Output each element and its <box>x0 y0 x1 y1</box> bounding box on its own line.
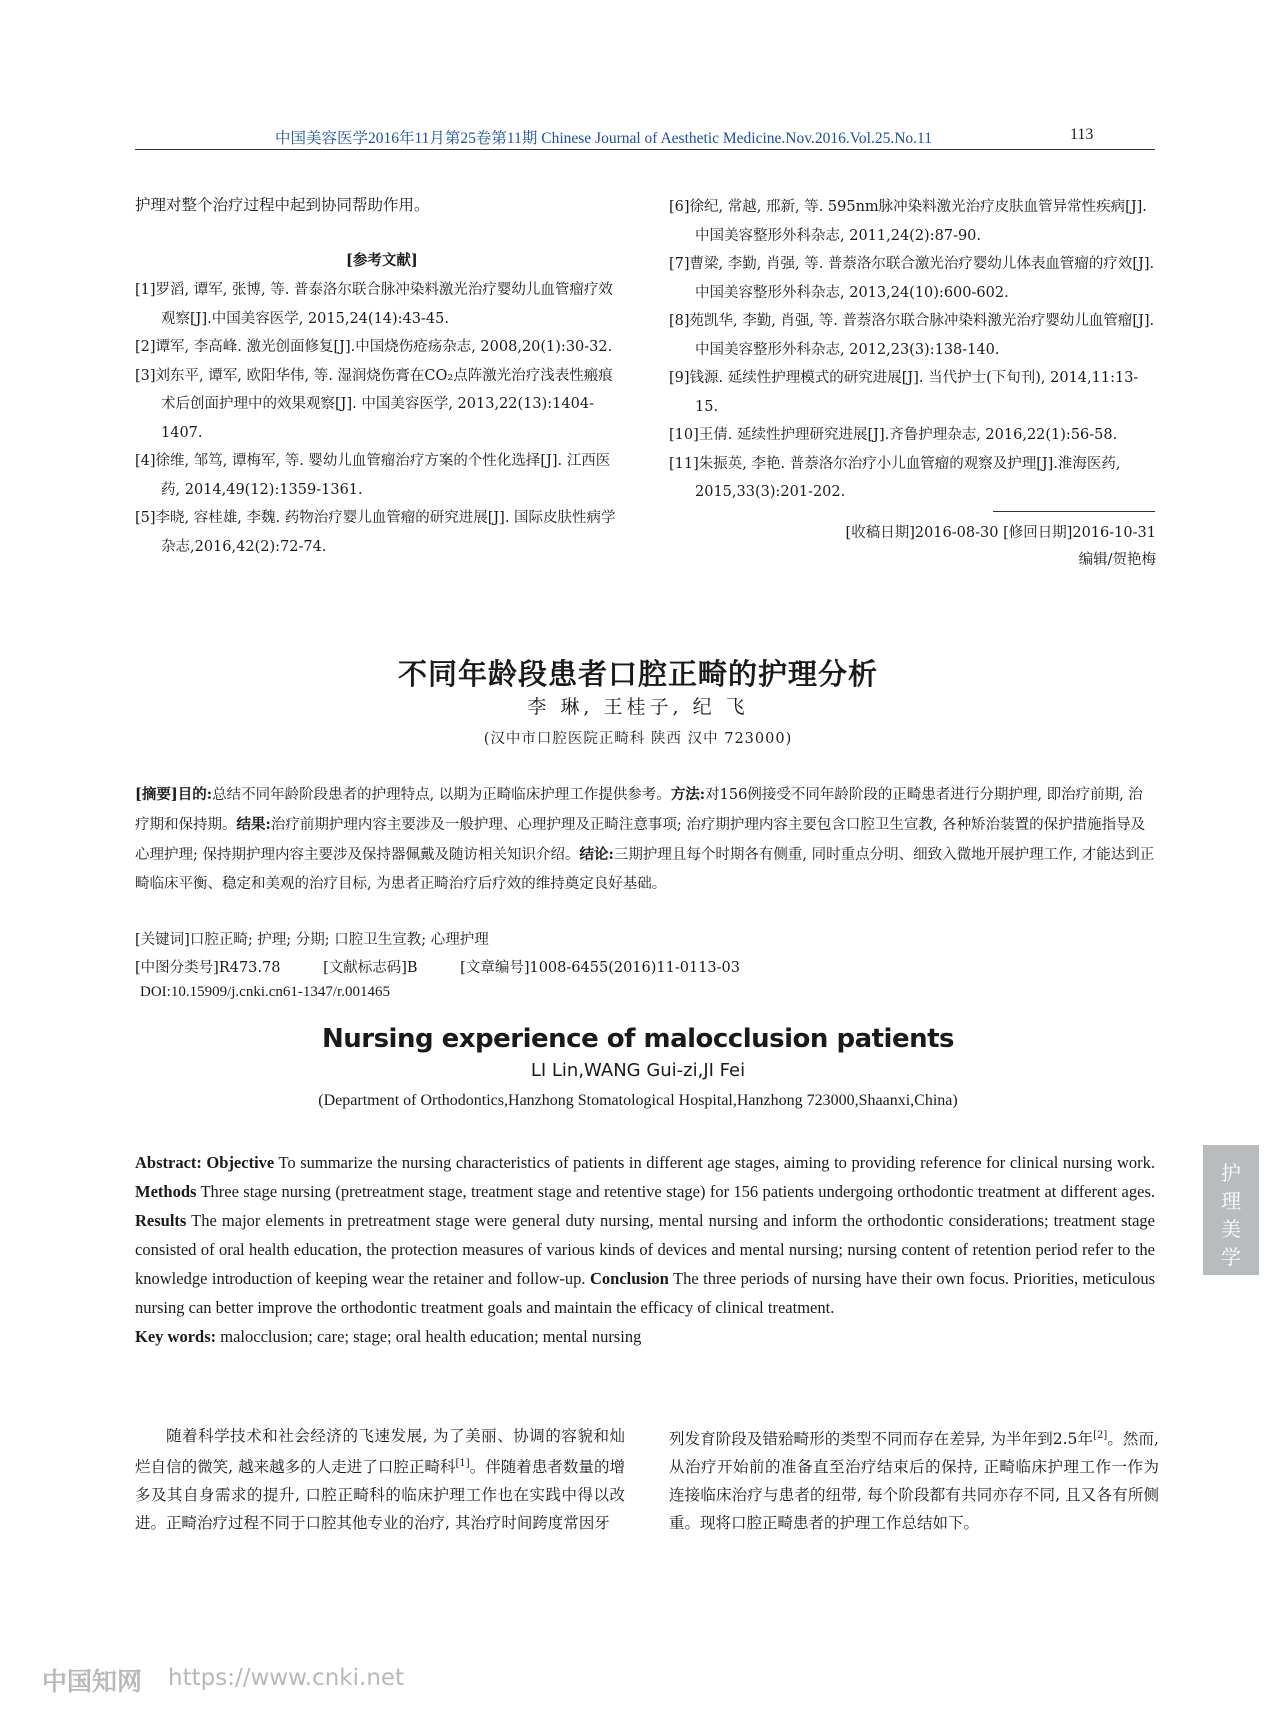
document-code: [文献标志码]B <box>323 960 418 976</box>
abstract-en-label: Methods <box>135 1182 197 1201</box>
abstract-cn-section-text: 三期护理且每个时期各有侧重, 同时重点分明、细致入微地开展护理工作, 才能达到正畸临床平衡、稳定和美观的治疗目标, 为患者正畸治疗后疗效的维持奠定良好基础。 <box>135 847 1155 892</box>
page-number: 113 <box>1070 126 1094 143</box>
reference-item: [6]徐纪, 常越, 邢新, 等. 595nm脉冲染料激光治疗皮肤血管异常性疾病[J].中国美容整形外科杂志, 2011,24(2):87-90. <box>669 199 1147 244</box>
references-right-column <box>669 193 1159 507</box>
references-left-column <box>135 276 623 561</box>
reference-item: [9]钱源. 延续性护理模式的研究进展[J]. 当代护士(下旬刊), 2014,11:13-15. <box>669 370 1139 415</box>
body-right-column <box>669 1422 1159 1537</box>
abstract-cn-section-label: 方法: <box>670 786 706 803</box>
abstract-en-text: To summarize the nursing characteristics of patients in different age stages, aiming to providing reference for clinical nursing work. <box>274 1153 1156 1172</box>
abstract-en-label: Abstract: Objective <box>135 1153 275 1172</box>
reference-item: [3]刘东平, 谭军, 欧阳华伟, 等. 湿润烧伤膏在CO₂点阵激光治疗浅表性瘢痕术后创面护理中的效果观察[J]. 中国美容医学, 2013,22(13):1404-1407. <box>135 367 613 441</box>
dates-rule <box>993 511 1155 512</box>
side-tab-char: 护 <box>1221 1161 1241 1185</box>
abstract-cn <box>135 780 1155 899</box>
citation[interactable]: [1] <box>455 1458 470 1469</box>
abstract-cn-section-label: 目的: <box>177 786 213 803</box>
citation[interactable]: [2] <box>1093 1430 1108 1441</box>
received-revised-dates: [收稿日期]2016-08-30 [修回日期]2016-10-31 <box>845 525 1156 541</box>
keywords-en: malocclusion; care; stage; oral health education; mental nursing <box>216 1327 642 1346</box>
article-title-cn: 不同年龄段患者口腔正畸的护理分析 <box>397 657 878 691</box>
editor-credit: 编辑/贺艳梅 <box>1078 552 1156 568</box>
reference-item: [2]谭军, 李高峰. 激光创面修复[J].中国烧伤疮疡杂志, 2008,20(1):30-32. <box>135 339 613 355</box>
body-text: 。伴随着患者数量的增多及其自身需求的提升, 口腔正畸科的临床护理工作也在实践中得以改进。正畸治疗过程不同于口腔其他专业的治疗, 其治疗时间跨度常因牙 <box>135 1458 625 1533</box>
authors-en: LI Lin,WANG Gui-zi,JI Fei <box>530 1060 746 1081</box>
side-tab-char: 学 <box>1221 1245 1241 1269</box>
reference-item: [8]苑凯华, 李勤, 肖强, 等. 普萘洛尔联合脉冲染料激光治疗婴幼儿血管瘤[J]. 中国美容整形外科杂志, 2012,23(3):138-140. <box>669 313 1155 358</box>
reference-item: [1]罗滔, 谭军, 张博, 等. 普泰洛尔联合脉冲染料激光治疗婴幼儿血管瘤疗效观察[J].中国美容医学, 2015,24(14):43-45. <box>135 282 613 327</box>
abstract-cn-section-label: 结果: <box>236 816 271 833</box>
header-rule <box>135 149 1155 150</box>
body-text: 随着科学技术和社会经济的飞速发展, 为了美丽、协调的容貌和灿烂自信的微笑, 越来越多的人走进了口腔正畸科 <box>135 1427 625 1477</box>
article-title-en: Nursing experience of malocclusion patients <box>321 1024 955 1054</box>
keywords-en-label: Key words: <box>135 1327 217 1346</box>
prev-article-lead-in: 护理对整个治疗过程中起到协同帮助作用。 <box>135 196 430 214</box>
abstract-en-text: Three stage nursing (pretreatment stage, treatment stage and retentive stage) for 156 patients undergoing orthodontic treatment at different ages. <box>196 1182 1155 1201</box>
reference-item: [4]徐维, 邹笃, 谭梅军, 等. 婴幼儿血管瘤治疗方案的个性化选择[J]. 江西医药, 2014,49(12):1359-1361. <box>135 453 611 498</box>
journal-line: 中国美容医学2016年11月第25卷第11期 Chinese Journal of Aesthetic Medicine.Nov.2016.Vol.25.No.11 <box>275 130 932 147</box>
body-left-column <box>135 1422 625 1537</box>
reference-item: [5]李晓, 容桂雄, 李魏. 药物治疗婴儿血管瘤的研究进展[J]. 国际皮肤性病学杂志,2016,42(2):72-74. <box>135 510 616 555</box>
abstract-en-label: Conclusion <box>589 1269 669 1288</box>
affiliation-cn: (汉中市口腔医院正畸科 陕西 汉中 723000) <box>483 731 793 747</box>
references-title: [参考文献] <box>346 252 418 269</box>
abstract-cn-section-text: 总结不同年龄阶段患者的护理特点, 以期为正畸临床护理工作提供参考。 <box>212 787 671 803</box>
article-number: [文章编号]1008-6455(2016)11-0113-03 <box>460 960 741 976</box>
body-paragraph <box>135 1422 625 1537</box>
classification-number: [中图分类号]R473.78 <box>135 960 281 976</box>
cnki-url[interactable]: https://www.cnki.net <box>168 1665 405 1691</box>
abstract-cn-section-label: 结论: <box>579 846 614 863</box>
cnki-logo: 中国知网 <box>42 1667 143 1696</box>
side-tab-char: 美 <box>1221 1217 1241 1241</box>
abstract-cn-section-text: 治疗前期护理内容主要涉及一般护理、心理护理及正畸注意事项; 治疗期护理内容主要包含口腔卫生宣教, 各种矫治装置的保护措施指导及心理护理; 保持期护理内容主要涉及保持器佩戴及随访相关知识介绍。 <box>135 817 1146 863</box>
section-side-tab <box>1203 1145 1259 1275</box>
abstract-en-text: The major elements in pretreatment stage were general duty nursing, mental nursing and inform the orthodontic considerations; treatment stage consisted of oral health education, the protection measures of various kinds of devices and mental nursing; nursing content of retention period refer to the knowledge introduction of keeping wear the retainer and follow-up. <box>135 1211 1155 1288</box>
side-tab-char: 理 <box>1221 1189 1241 1213</box>
classification-row <box>135 956 778 977</box>
running-header <box>135 126 1155 148</box>
abstract-cn-label: [摘要] <box>135 786 178 803</box>
body-paragraph <box>669 1422 1159 1537</box>
abstract-en <box>135 1148 1155 1351</box>
affiliation-en: (Department of Orthodontics,Hanzhong Stomatological Hospital,Hanzhong 723000,Shaanxi,China) <box>318 1092 958 1109</box>
abstract-en-label: Results <box>135 1211 187 1230</box>
reference-item: [10]王倩. 延续性护理研究进展[J].齐鲁护理杂志, 2016,22(1):56-58. <box>669 427 1118 443</box>
doi: DOI:10.15909/j.cnki.cn61-1347/r.001465 <box>140 984 390 1000</box>
abstract-cn-section-text: 对156例接受不同年龄阶段的正畸患者进行分期护理, 即治疗前期, 治疗期和保持期。 <box>135 787 1143 833</box>
keywords-cn: [关键词]口腔正畸; 护理; 分期; 口腔卫生宣教; 心理护理 <box>135 932 489 948</box>
body-text: 。然而, 从治疗开始前的准备直至治疗结束后的保持, 正畸临床护理工作一作为连接临床治疗与患者的纽带, 每个阶段都有共同亦存不同, 且又各有所侧重。现将口腔正畸患者的护理工作总结如下。 <box>669 1430 1159 1533</box>
body-text: 列发育阶段及错𬌗畸形的类型不同而存在差异, 为半年到2.5年 <box>669 1430 1094 1449</box>
reference-item: [7]曹梁, 李勤, 肖强, 等. 普萘洛尔联合激光治疗婴幼儿体表血管瘤的疗效[J].中国美容整形外科杂志, 2013,24(10):600-602. <box>669 256 1155 301</box>
abstract-en-text: The three periods of nursing have their own focus. Priorities, meticulous nursing can better improve the orthodontic treatment goals and maintain the efficacy of clinical treatment. <box>135 1269 1155 1317</box>
authors-cn: 李 琳, 王桂子, 纪 飞 <box>527 696 749 718</box>
reference-item: [11]朱振英, 李艳. 普萘洛尔治疗小儿血管瘤的观察及护理[J].淮海医药, 2015,33(3):201-202. <box>669 455 1121 500</box>
